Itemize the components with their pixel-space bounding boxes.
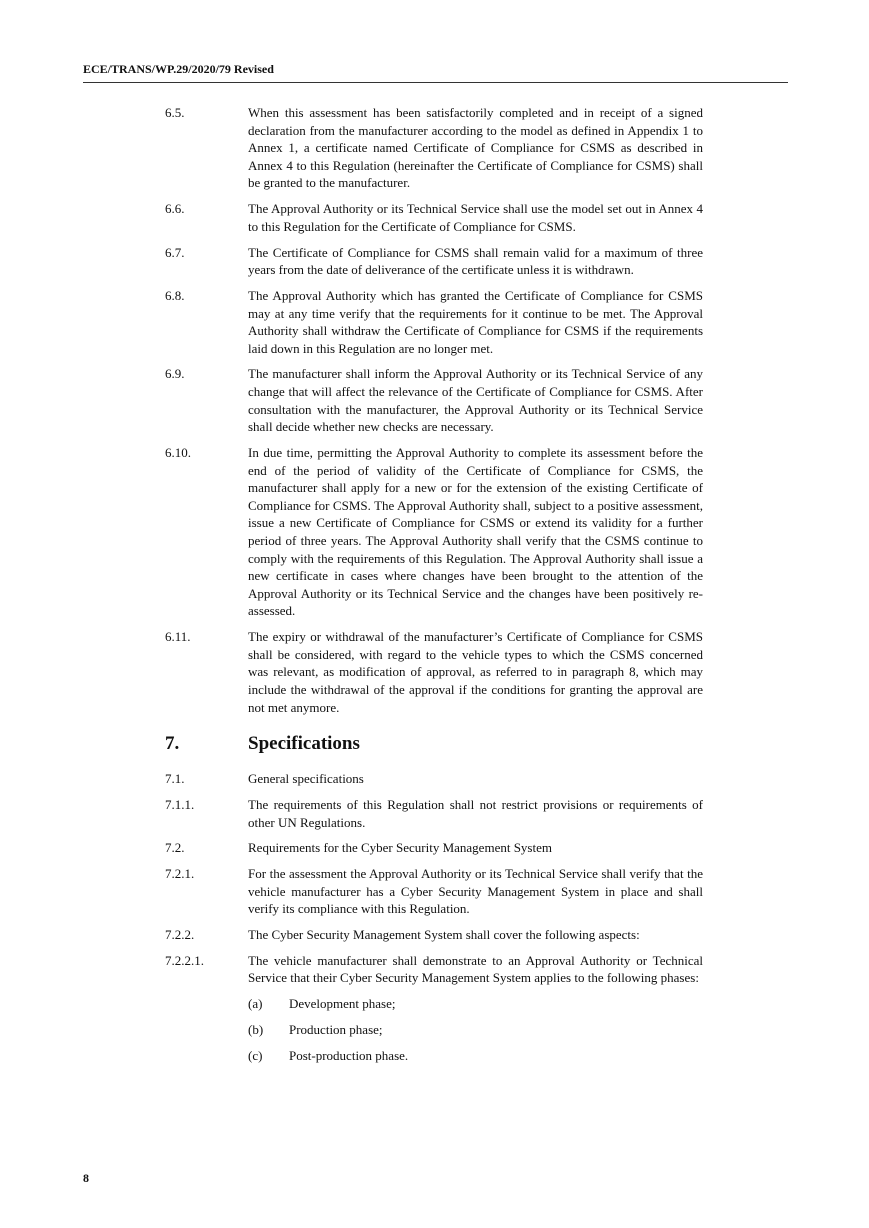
paragraph-number: 6.7. — [165, 244, 185, 260]
paragraph-7-1-1 — [165, 796, 703, 831]
section-number: 7. — [165, 733, 180, 755]
paragraph-6-11 — [165, 628, 703, 716]
paragraph-number: 6.8. — [165, 287, 185, 303]
paragraph-text: In due time, permitting the Approval Authority to complete its assessment before the end of the period of validity of the Certificate of Compliance for CSMS, the manufacturer shall apply for a new or for the extension of the existing Certificate of Compliance for CSMS. The Approval Authority shall, subject to a positive assessment, issue a new Certificate of Compliance for CSMS or extend its validity for a further period of three years. The Approval Authority shall verify that the CSMS continue to comply with the requirements of this Regulation. The Approval Authority shall issue a new certificate in cases where changes have been brought to the attention of the Approval Authority or its Technical Service and the changes have been positively re-assessed. — [248, 445, 703, 619]
paragraph-6-7 — [165, 244, 703, 279]
page-body — [165, 104, 703, 1073]
paragraph-number: 6.11. — [165, 629, 191, 645]
paragraph-6-9 — [165, 365, 703, 435]
paragraph-text: General specifications — [248, 771, 364, 787]
list-item-text: Post-production phase. — [289, 1047, 409, 1063]
paragraph-number: 7.1. — [165, 771, 185, 787]
paragraph-number: 7.1.1. — [165, 796, 195, 812]
list-item-text: Production phase; — [289, 1021, 383, 1037]
page-number: 8 — [83, 1171, 89, 1185]
paragraph-text: The expiry or withdrawal of the manufacturer’s Certificate of Compliance for CSMS shall be considered, with regard to the vehicle types to which the CSMS concerned was relevant, as modification of approval, as referred to in paragraph 8, which may include the withdrawal of the approval if the conditions for granting the approval are not met anymore. — [248, 629, 703, 715]
paragraph-text: The Cyber Security Management System shall cover the following aspects: — [248, 927, 640, 943]
paragraph-7-2-2 — [165, 926, 703, 944]
paragraph-text: The manufacturer shall inform the Approval Authority or its Technical Service of any change that will affect the relevance of the Certificate of Compliance for CSMS. After consultation with the manufacturer, the Approval Authority or its Technical Service shall decide whether new checks are necessary. — [248, 366, 703, 435]
paragraph-6-8 — [165, 287, 703, 357]
paragraph-6-6 — [165, 200, 703, 235]
document-symbol: ECE/TRANS/WP.29/2020/79 Revised — [83, 62, 274, 76]
paragraph-7-1 — [165, 770, 703, 788]
list-item-label: (c) — [248, 1047, 263, 1063]
paragraph-text: The requirements of this Regulation shall not restrict provisions or requirements of other UN Regulations. — [248, 796, 703, 830]
paragraph-text: The Certificate of Compliance for CSMS shall remain valid for a maximum of three years from the date of deliverance of the certificate unless it is withdrawn. — [248, 244, 703, 278]
paragraph-number: 6.10. — [165, 445, 191, 461]
paragraph-7-2-2-1 — [165, 952, 703, 987]
paragraph-number: 6.5. — [165, 105, 185, 120]
header-rule — [83, 82, 788, 83]
paragraph-text: For the assessment the Approval Authority or its Technical Service shall verify that the vehicle manufacturer has a Cyber Security Management System in place and shall verify its compliance with this Regulation. — [248, 866, 703, 917]
list-item-label: (b) — [248, 1021, 264, 1037]
paragraph-text: When this assessment has been satisfactorily completed and in receipt of a signed declaration from the manufacturer according to the model as defined in Appendix 1 to Annex 1, a certificate named Certificate of Compliance for CSMS as described in Annex 4 to this Regulation (hereinafter the Certificate of Compliance for CSMS) shall be granted to the manufacturer. — [248, 105, 703, 191]
list-item-text: Development phase; — [289, 996, 396, 1012]
paragraph-text: Requirements for the Cyber Security Management System — [248, 840, 552, 856]
paragraph-text: The Approval Authority which has granted the Certificate of Compliance for CSMS may at any time verify that the requirements for it continue to be met. The Approval Authority shall withdraw the Certificate of Compliance for CSMS if the requirements laid down in this Regulation are no longer met. — [248, 287, 703, 356]
paragraph-6-5 — [165, 104, 703, 192]
paragraph-number: 7.2.2.1. — [165, 952, 204, 968]
paragraph-text: The Approval Authority or its Technical Service shall use the model set out in Annex 4 to this Regulation for the Certificate of Compliance for CSMS. — [248, 201, 703, 234]
section-heading — [165, 732, 703, 756]
paragraph-number: 7.2.2. — [165, 927, 195, 943]
list-item — [248, 1021, 703, 1039]
paragraph-7-2-1 — [165, 865, 703, 918]
paragraph-number: 6.9. — [165, 366, 185, 382]
paragraph-text: The vehicle manufacturer shall demonstrate to an Approval Authority or Technical Service that their Cyber Security Management System applies to the following phases: — [248, 952, 703, 986]
paragraph-number: 7.2. — [165, 840, 185, 856]
section-title: Specifications — [248, 733, 360, 755]
list-item — [248, 1047, 703, 1065]
paragraph-number: 7.2.1. — [165, 866, 195, 882]
paragraph-6-10 — [165, 444, 703, 620]
list-item-label: (a) — [248, 996, 263, 1012]
paragraph-number: 6.6. — [165, 201, 185, 217]
paragraph-7-2 — [165, 839, 703, 857]
list-item — [248, 995, 703, 1013]
